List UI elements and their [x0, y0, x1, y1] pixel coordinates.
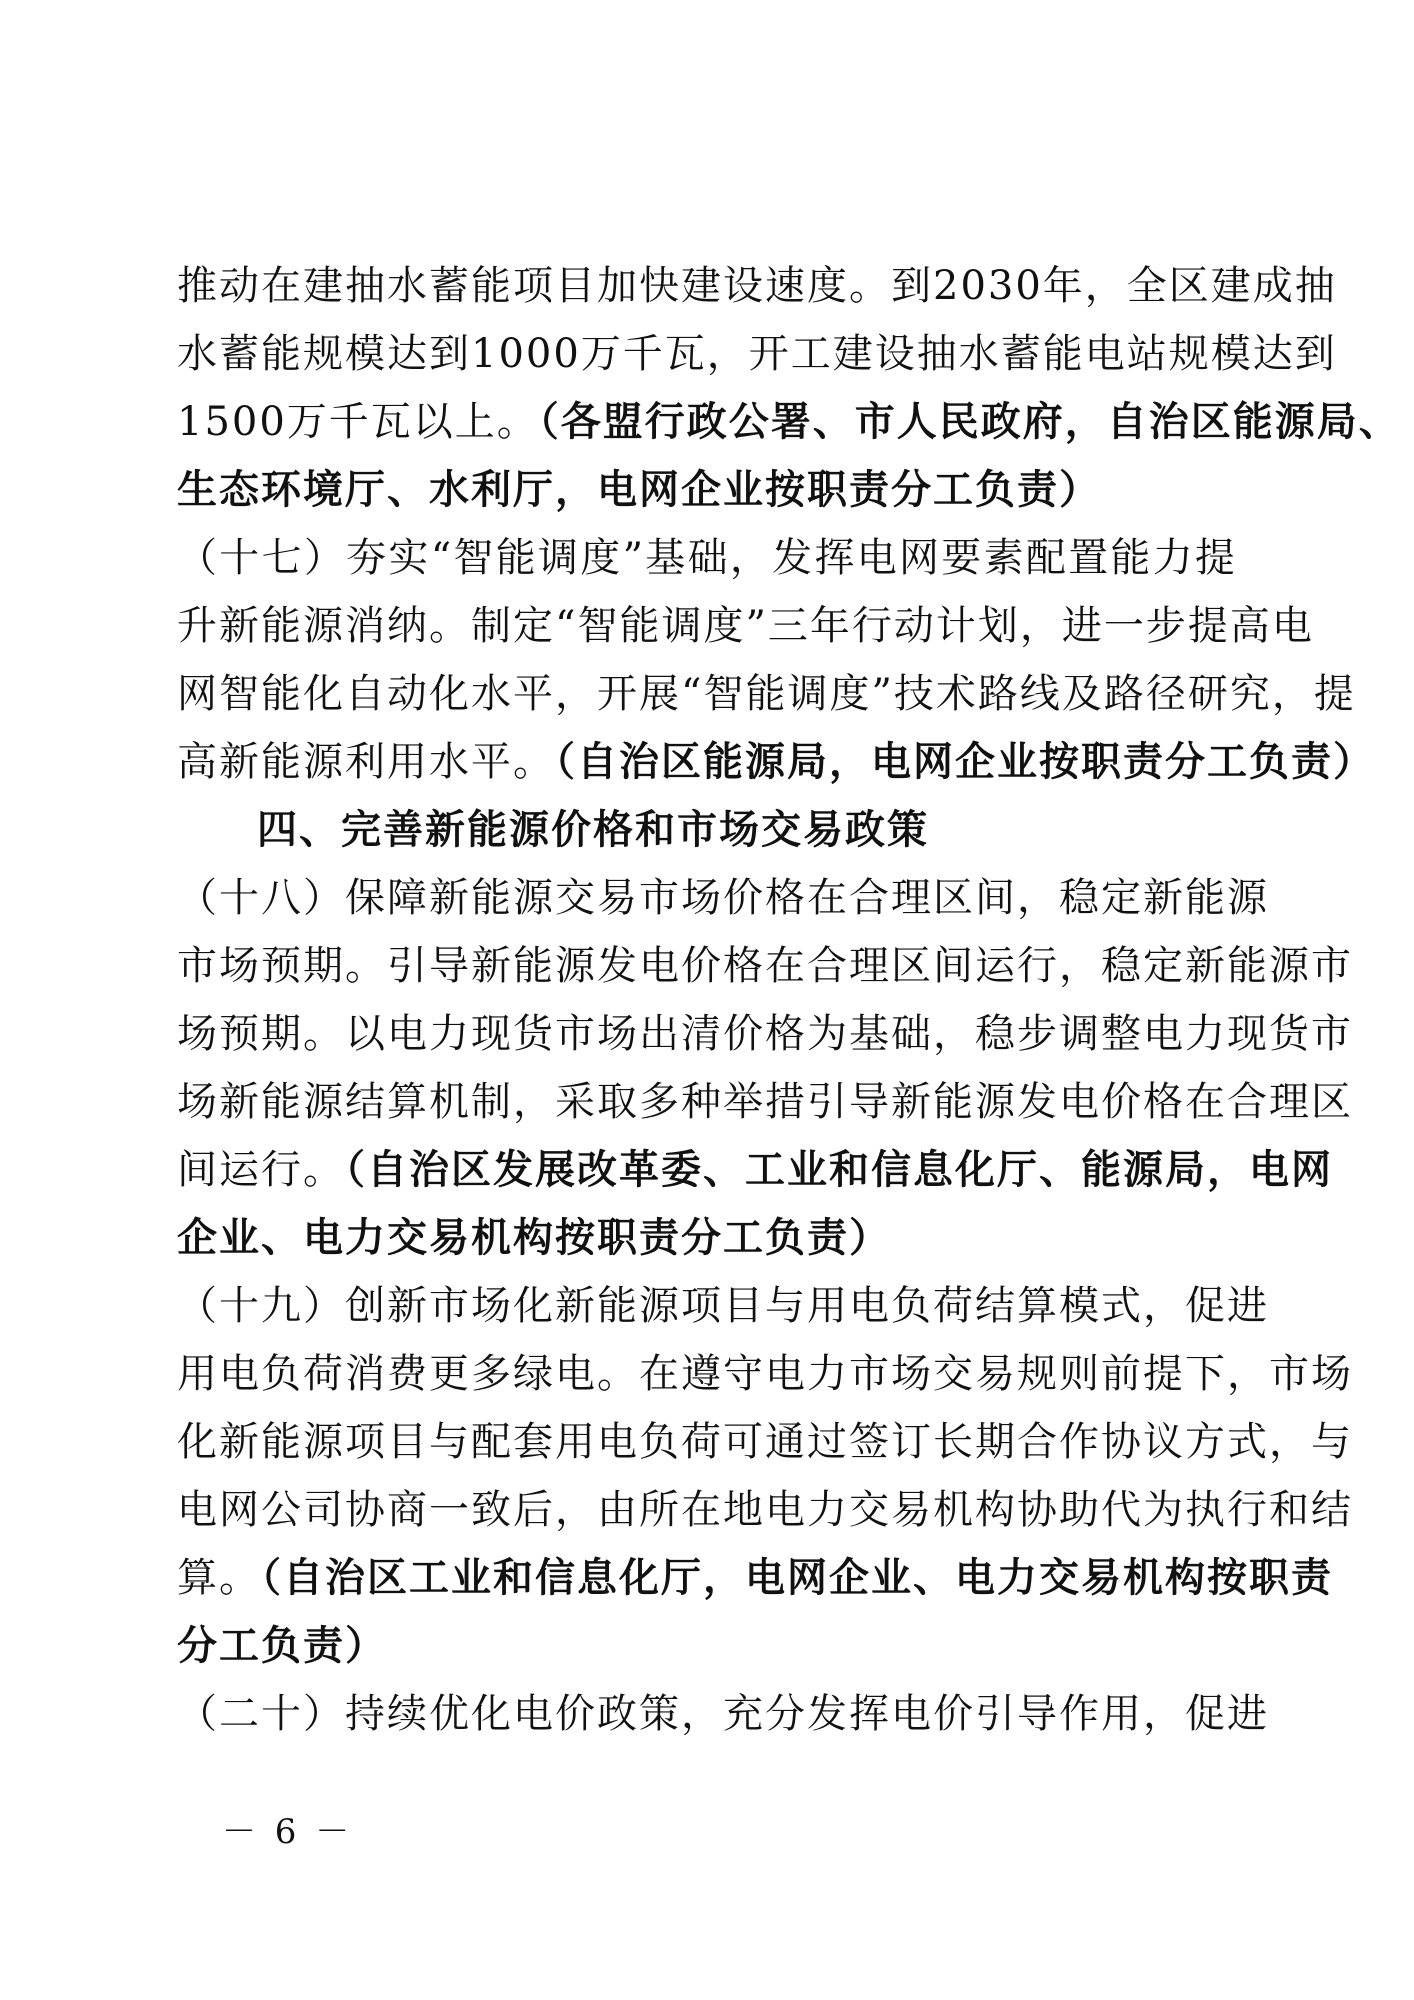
- p4-line-2: 用电负荷消费更多绿电。在遵守电力市场交易规则前提下，市场: [177, 1351, 1353, 1397]
- p3-line-4: 场新能源结算机制，采取多种举措引导新能源发电价格在合理区: [177, 1079, 1353, 1125]
- p1-line-4-responsible: 生态环境厅、水利厅，电网企业按职责分工负责）: [177, 466, 1101, 513]
- p3-line-6-responsible: 企业、电力交易机构按职责分工负责）: [177, 1214, 891, 1261]
- p4-line-5-text: 算。: [177, 1555, 261, 1601]
- p5-line-1: （二十）持续优化电价政策，充分发挥电价引导作用，促进: [177, 1691, 1269, 1737]
- p4-line-6-responsible: 分工负责）: [177, 1622, 387, 1669]
- page-number: － 6 －: [222, 1812, 354, 1852]
- p1-line-3-responsible: （各盟行政公署、市人民政府，自治区能源局、: [538, 398, 1401, 445]
- p4-line-4: 电网公司协商一致后，由所在地电力交易机构协助代为执行和结: [177, 1487, 1353, 1533]
- p1-line-3-text: 1500万千瓦以上。: [177, 399, 539, 445]
- p4-line-1: （十九）创新市场化新能源项目与用电负荷结算模式，促进: [177, 1283, 1269, 1329]
- p2-line-3: 网智能化自动化水平，开展“智能调度”技术路线及路径研究，提: [177, 671, 1356, 717]
- p3-line-5: [177, 1146, 1333, 1194]
- p4-line-5-responsible: （自治区工业和信息化厅，电网企业、电力交易机构按职责: [261, 1554, 1333, 1601]
- p2-line-4-responsible: （自治区能源局，电网企业按职责分工负责）: [555, 738, 1375, 785]
- p3-line-5-responsible: （自治区发展改革委、工业和信息化厅、能源局，电网: [345, 1146, 1333, 1193]
- p4-line-5: [177, 1554, 1333, 1602]
- p4-line-3: 化新能源项目与配套用电负荷可通过签订长期合作协议方式，与: [177, 1419, 1353, 1465]
- p1-line-3: [177, 398, 1401, 446]
- p2-line-2: 升新能源消纳。制定“智能调度”三年行动计划，进一步提高电: [177, 603, 1314, 649]
- p3-line-1: （十八）保障新能源交易市场价格在合理区间，稳定新能源: [177, 875, 1269, 921]
- p1-line-2: 水蓄能规模达到1000万千瓦，开工建设抽水蓄能电站规模达到: [177, 331, 1337, 377]
- section-heading-4: 四、完善新能源价格和市场交易政策: [257, 807, 929, 853]
- p2-line-4: [177, 738, 1375, 786]
- p3-line-5-text: 间运行。: [177, 1147, 345, 1193]
- p2-line-4-text: 高新能源利用水平。: [177, 739, 555, 785]
- p2-line-1: （十七）夯实“智能调度”基础，发挥电网要素配置能力提: [177, 535, 1237, 581]
- p3-line-2: 市场预期。引导新能源发电价格在合理区间运行，稳定新能源市: [177, 943, 1353, 989]
- p3-line-3: 场预期。以电力现货市场出清价格为基础，稳步调整电力现货市: [177, 1011, 1353, 1057]
- p1-line-1: 推动在建抽水蓄能项目加快建设速度。到2030年，全区建成抽: [177, 263, 1337, 309]
